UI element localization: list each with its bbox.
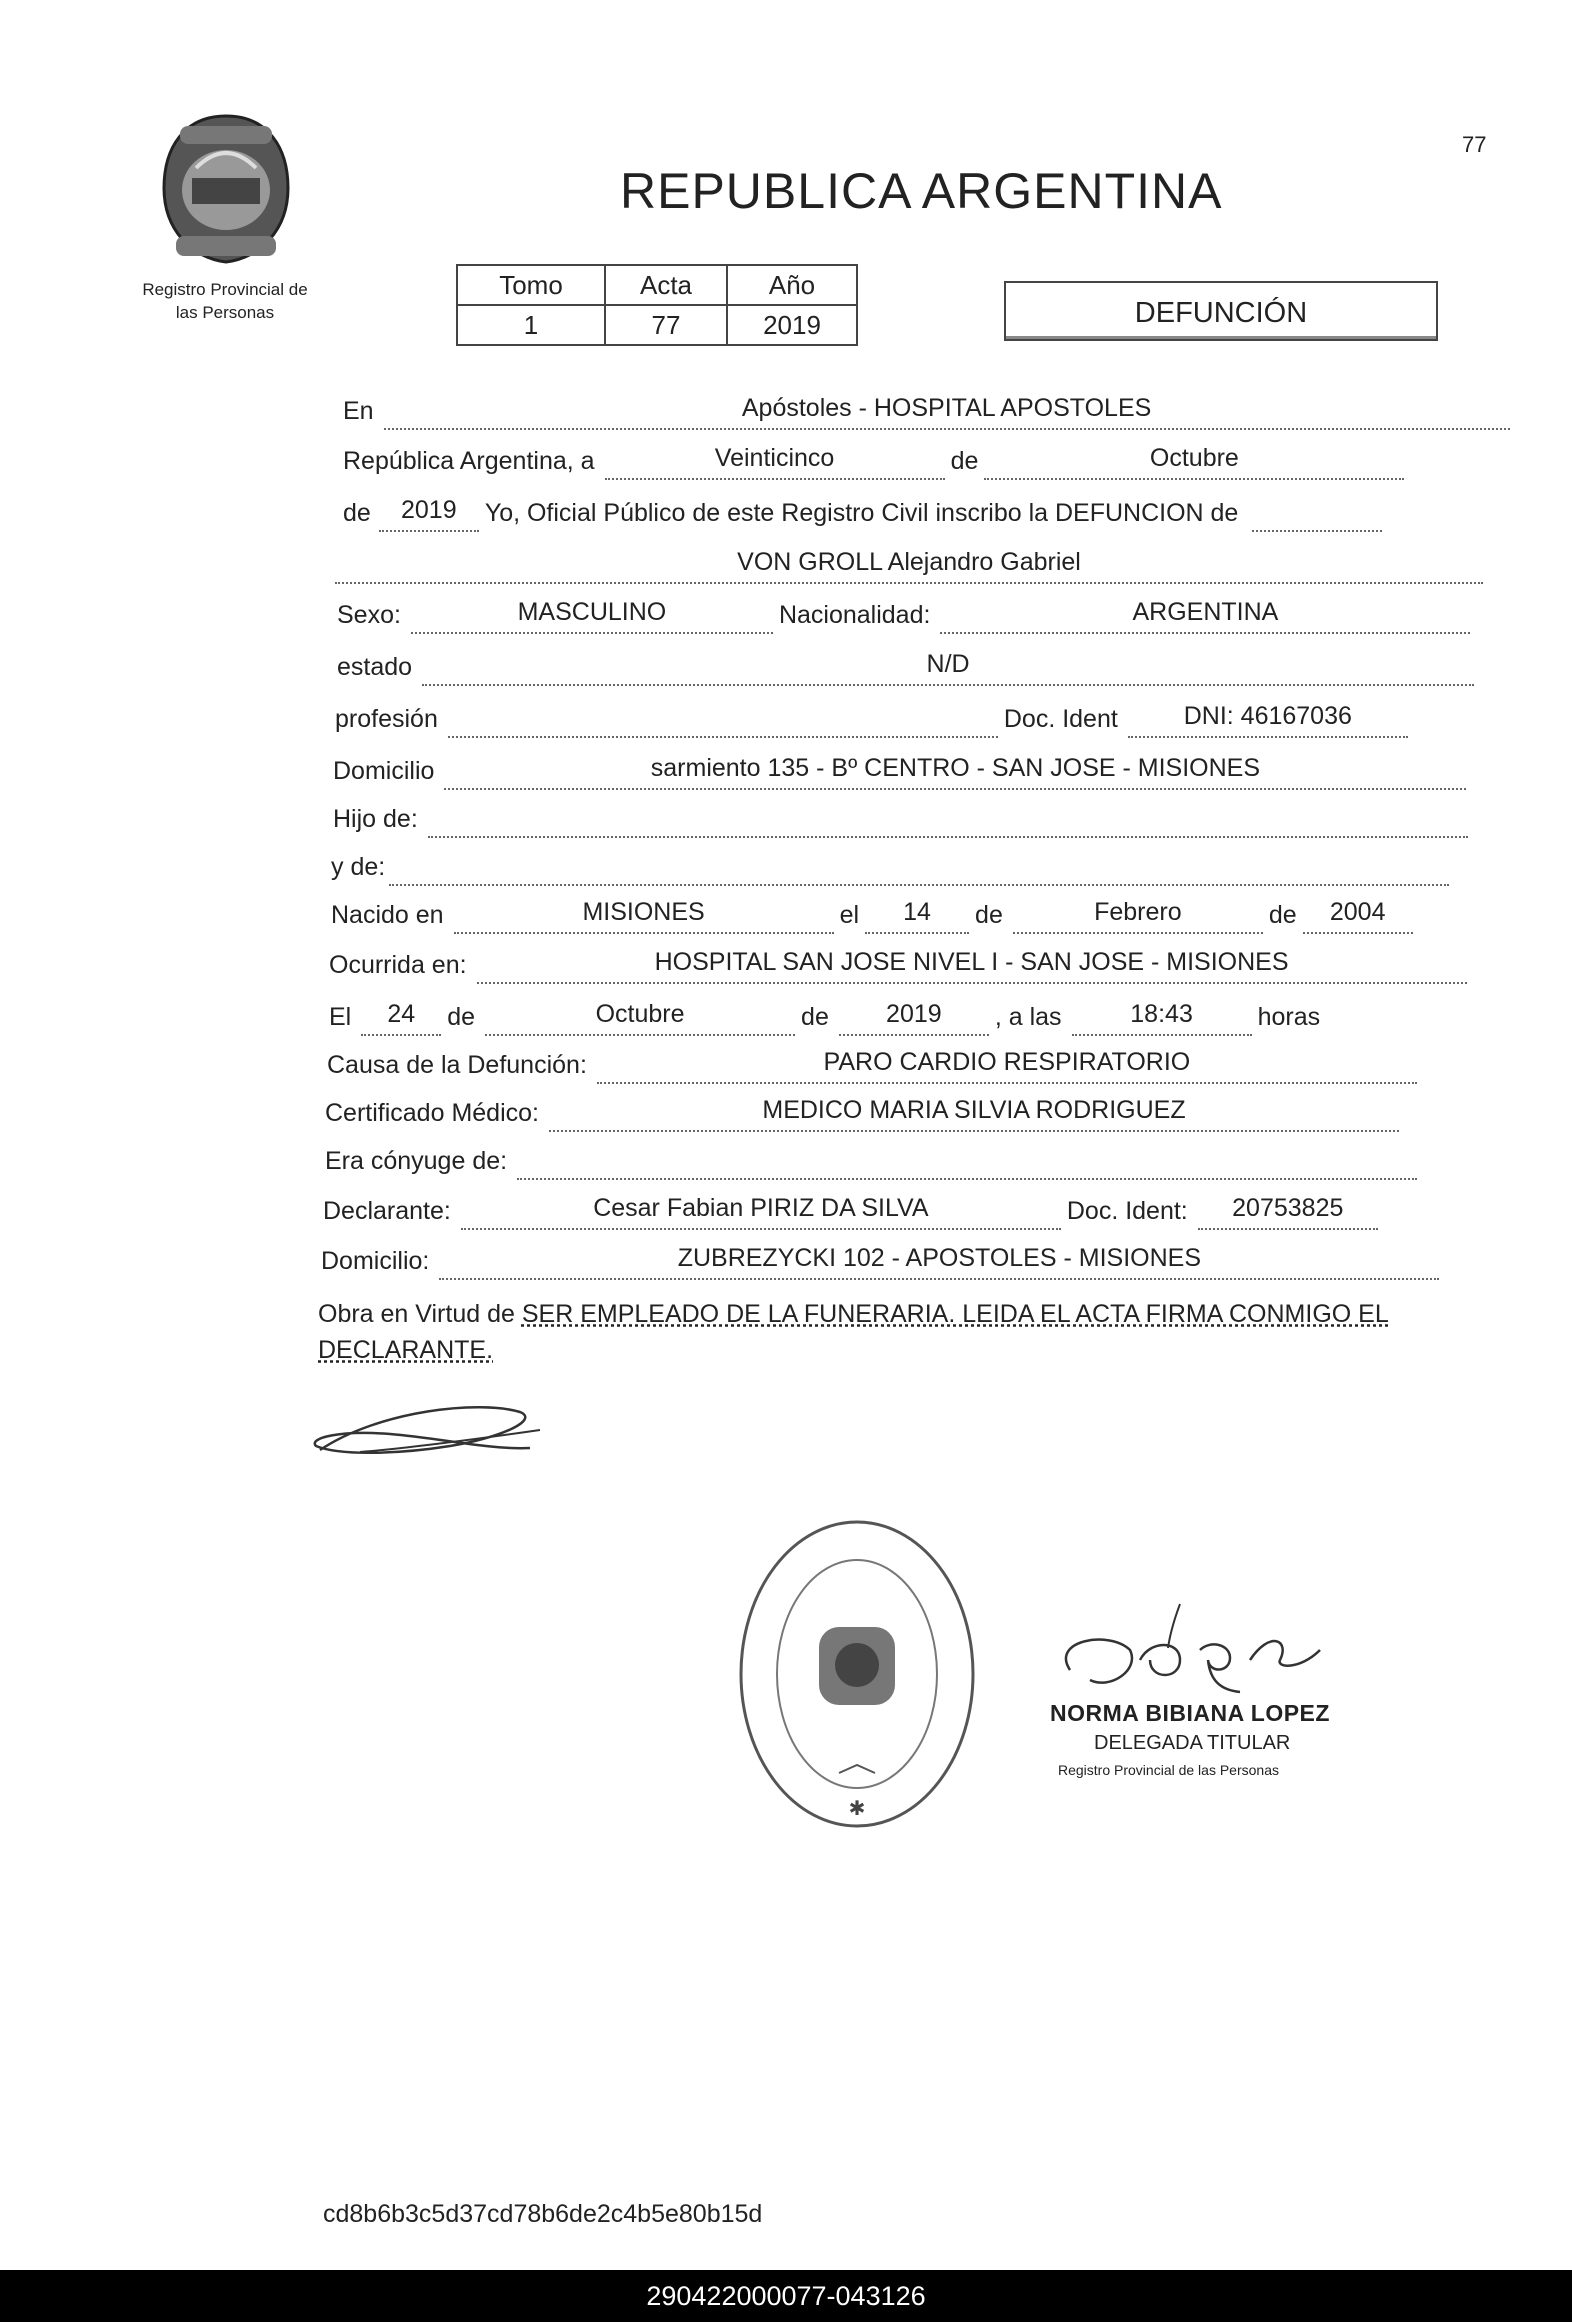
header-anio: Año: [727, 265, 857, 305]
row-death-date: [329, 998, 1320, 1036]
value-y-de: [389, 850, 1449, 886]
label-nacido: Nacido en: [331, 901, 444, 929]
value-obra: SER EMPLEADO DE LA FUNERARIA. LEIDA EL ACTA FIRMA CONMIGO EL DECLARANTE.: [318, 1300, 1389, 1364]
value-birth-year: 2004: [1303, 898, 1413, 934]
page-number: 77: [1462, 132, 1487, 157]
row-date: [343, 442, 1410, 480]
row-sexo: [337, 596, 1476, 634]
value-decl-doc: 20753825: [1198, 1194, 1378, 1230]
row-obra: [318, 1296, 1468, 1368]
official-signature: [1040, 1600, 1340, 1710]
row-nacido: [331, 896, 1419, 934]
label-estado: estado: [337, 653, 413, 681]
registry-caption: [122, 278, 328, 324]
value-death-month: Octubre: [485, 1000, 795, 1036]
row-ocurrida: [329, 946, 1473, 984]
label-de: de: [447, 1003, 476, 1031]
declarant-signature: [300, 1390, 550, 1480]
signatory-name: NORMA BIBIANA LOPEZ: [1050, 1700, 1330, 1726]
value-month-text: Octubre: [984, 444, 1404, 480]
value-conyuge: [517, 1144, 1417, 1180]
value-nacionalidad: ARGENTINA: [940, 598, 1470, 634]
value-acta: 77: [605, 305, 727, 345]
label-hijo: Hijo de:: [333, 805, 418, 833]
value-causa: PARO CARDIO RESPIRATORIO: [597, 1048, 1417, 1084]
value-death-year: 2019: [839, 1000, 989, 1036]
header-acta: Acta: [605, 265, 727, 305]
label-nacionalidad: Nacionalidad:: [778, 601, 931, 629]
label-a-las: , a las: [994, 1003, 1062, 1031]
value-doc-ident: DNI: 46167036: [1128, 702, 1408, 738]
value-decl-domicilio: ZUBREZYCKI 102 - APOSTOLES - MISIONES: [439, 1244, 1439, 1280]
value-domicilio: sarmiento 135 - Bº CENTRO - SAN JOSE - MISIONES: [444, 754, 1466, 790]
row-deceased: [335, 546, 1483, 584]
official-seal: [735, 1515, 980, 1833]
row-causa: [327, 1046, 1423, 1084]
value-death-time: 18:43: [1072, 1000, 1252, 1036]
value-estado: N/D: [422, 650, 1474, 686]
value-ocurrida: HOSPITAL SAN JOSE NIVEL I - SAN JOSE - MISIONES: [477, 948, 1467, 984]
label-el: el: [839, 901, 860, 929]
label-horas: horas: [1257, 1003, 1321, 1031]
value-certificado: MEDICO MARIA SILVIA RODRIGUEZ: [549, 1096, 1399, 1132]
label-conyuge: Era cónyuge de:: [325, 1147, 508, 1175]
value-place: Apóstoles - HOSPITAL APOSTOLES: [384, 394, 1510, 430]
registry-caption-line: las Personas: [175, 303, 275, 322]
province-emblem: [156, 108, 296, 268]
label-republica: República Argentina, a: [343, 447, 595, 475]
value-birth-month: Febrero: [1013, 898, 1263, 934]
value-anio: 2019: [727, 305, 857, 345]
label-profesion: profesión: [335, 705, 438, 733]
value-day-text: Veinticinco: [605, 444, 945, 480]
header-tomo: Tomo: [457, 265, 605, 305]
label-decl-doc: Doc. Ident:: [1066, 1197, 1188, 1225]
label-doc-ident: Doc. Ident: [1003, 705, 1118, 733]
label-decl-domicilio: Domicilio:: [321, 1247, 430, 1275]
label-domicilio: Domicilio: [333, 757, 435, 785]
value-intro-blank: [1252, 496, 1382, 532]
row-certificado: [325, 1094, 1405, 1132]
label-el: El: [329, 1003, 352, 1031]
footer-code: 290422000077-043126: [0, 2270, 1572, 2322]
value-birth-day: 14: [865, 898, 969, 934]
value-hijo: [428, 802, 1468, 838]
row-profesion: [335, 700, 1414, 738]
svg-text:✱: ✱: [848, 1798, 866, 1820]
record-type-box: DEFUNCIÓN: [1004, 281, 1438, 341]
row-intro: [343, 494, 1388, 532]
row-en: [343, 392, 1516, 430]
label-de: de: [950, 447, 979, 475]
registry-caption-line: Registro Provincial de: [142, 280, 308, 299]
label-en: En: [343, 397, 374, 425]
row-domicilio: [333, 752, 1472, 790]
signatory-org: Registro Provincial de las Personas: [1058, 1762, 1279, 1778]
value-sexo: MASCULINO: [411, 598, 773, 634]
value-profesion: [448, 702, 998, 738]
label-de: de: [1268, 901, 1297, 929]
row-decl-domicilio: [321, 1242, 1445, 1280]
record-value-row: [457, 305, 857, 345]
value-death-day: 24: [361, 1000, 441, 1036]
value-declarante: Cesar Fabian PIRIZ DA SILVA: [461, 1194, 1061, 1230]
value-tomo: 1: [457, 305, 605, 345]
value-year: 2019: [379, 496, 479, 532]
label-y-de: y de:: [331, 853, 386, 881]
label-ocurrida: Ocurrida en:: [329, 951, 467, 979]
label-obra: Obra en Virtud de: [318, 1300, 515, 1328]
label-de: de: [343, 499, 371, 527]
row-estado: [337, 648, 1480, 686]
intro-text: Yo, Oficial Público de este Registro Civil inscribo la DEFUNCION de: [484, 499, 1239, 527]
value-nacido: MISIONES: [454, 898, 834, 934]
row-conyuge: [325, 1142, 1423, 1180]
label-de: de: [975, 901, 1003, 929]
row-y-de: [331, 848, 1455, 886]
record-header-row: [457, 265, 857, 305]
label-de: de: [801, 1003, 829, 1031]
document-hash: cd8b6b3c5d37cd78b6de2c4b5e80b15d: [323, 2200, 763, 2228]
row-declarante: [323, 1192, 1384, 1230]
document-title: REPUBLICA ARGENTINA: [620, 163, 1223, 219]
signatory-position: DELEGADA TITULAR: [1094, 1732, 1291, 1754]
label-causa: Causa de la Defunción:: [327, 1051, 587, 1079]
label-declarante: Declarante:: [323, 1197, 451, 1225]
record-table: [456, 264, 858, 346]
label-certificado: Certificado Médico:: [325, 1099, 539, 1127]
value-deceased-name: VON GROLL Alejandro Gabriel: [335, 548, 1483, 584]
label-sexo: Sexo:: [337, 601, 401, 629]
row-hijo: [333, 800, 1474, 838]
